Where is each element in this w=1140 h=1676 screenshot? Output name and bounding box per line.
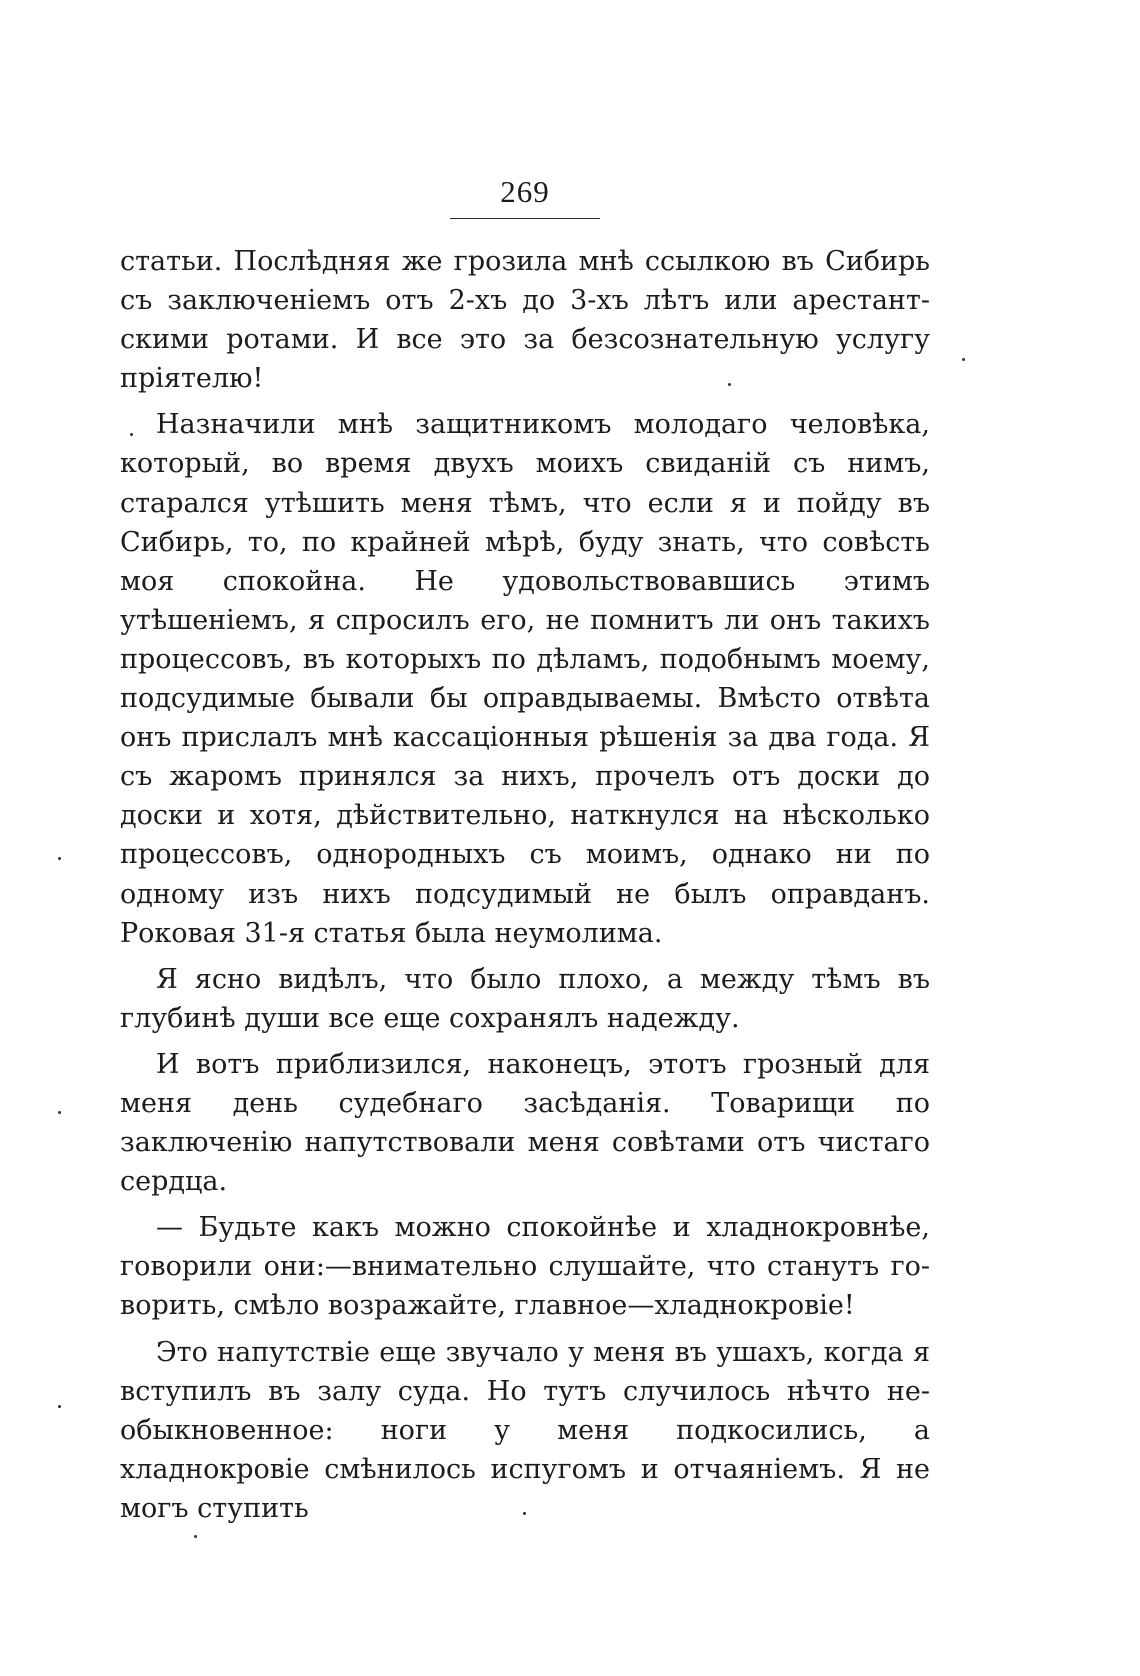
scan-speck xyxy=(728,383,731,386)
scan-speck xyxy=(194,1535,197,1538)
scan-speck xyxy=(962,358,965,361)
paragraph-3: Я ясно видѣлъ, что было плохо, а между тѣмъ въ глубинѣ души все еще сохранялъ надежду. xyxy=(120,963,930,1034)
paragraph-5: — Будьте какъ можно спокойнѣе и хладнокровнѣе, говорили они:—внимательно слушайте, что станутъ говорить, смѣло возражайте, главное—хладнокровіе! xyxy=(120,1212,930,1322)
scan-speck xyxy=(58,1405,61,1408)
scan-speck xyxy=(58,1111,61,1114)
page-text xyxy=(120,242,930,1535)
scan-speck xyxy=(58,857,61,860)
scan-speck xyxy=(523,1512,526,1515)
page-number: 269 xyxy=(500,174,550,209)
paragraph-1: статьи. Послѣдняя же грозила мнѣ ссылкою въ Сибирь съ заключеніемъ отъ 2-хъ до 3-хъ лѣтъ или арестантскими ротами. И все это за безсознательную услугу пріятелю! xyxy=(120,246,930,395)
paragraph-6: Это напутствіе еще звучало у меня въ ушахъ, когда я вступилъ въ залу суда. Но тутъ случилось нѣчто необыкновенное: ноги у меня подкосились, а хладнокровіе смѣнилось испугомъ и отчаяніемъ. Я не могъ ступить xyxy=(120,1336,930,1524)
header-rule xyxy=(450,218,600,219)
paragraph-4: И вотъ приблизился, наконецъ, этотъ грозный для меня день судебнаго засѣданія. Товарищи по заключенію напутствовали меня совѣтами отъ чистаго сердца. xyxy=(120,1048,930,1198)
scan-speck xyxy=(130,433,133,436)
paragraph-2: Назначили мнѣ защитникомъ молодаго человѣка, который, во время двухъ моихъ свиданій съ нимъ, старался утѣшить меня тѣмъ, что если я и пойду въ Сибирь, то, по крайней мѣрѣ, буду знать, что совѣсть моя спокойна. Не удовольствовавшись этимъ утѣшеніемъ, я спросилъ его, не помнитъ ли онъ такихъ процессовъ, въ которыхъ по дѣламъ, подобнымъ моему, подсудимые бывали бы оправдываемы. Вмѣсто отвѣта онъ прислалъ мнѣ кассаціонныя рѣшенія за два года. Я съ жаромъ принялся за нихъ, прочелъ отъ доски до доски и хотя, дѣйствительно, наткнулся на нѣсколько процессовъ, однородныхъ съ моимъ, однако ни по одному изъ нихъ подсудимый не былъ оправданъ. Роковая 31-я статья была неумолима. xyxy=(120,409,930,949)
